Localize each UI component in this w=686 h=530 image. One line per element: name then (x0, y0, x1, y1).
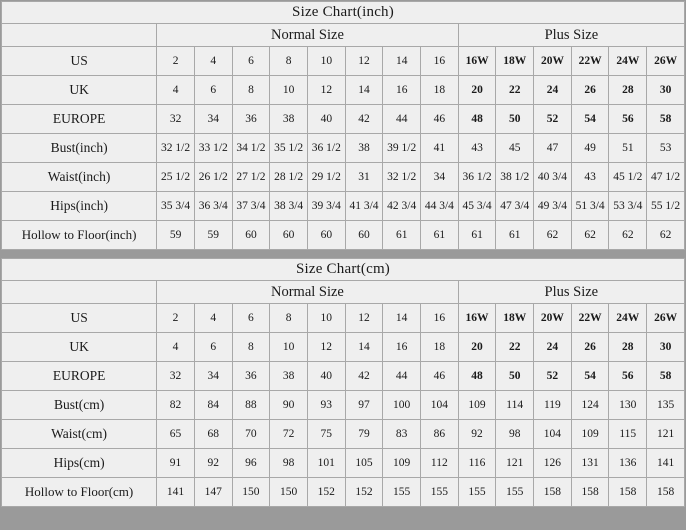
cell: 16W (458, 304, 496, 333)
row-label-waist: Waist(cm) (2, 420, 157, 449)
cell: 6 (232, 304, 270, 333)
group-plus-size: Plus Size (458, 24, 684, 47)
row-label-bust: Bust(inch) (2, 134, 157, 163)
cell: 98 (496, 420, 534, 449)
cell: 46 (421, 362, 459, 391)
cell: 152 (307, 478, 345, 507)
cell: 10 (270, 76, 308, 105)
row-label-hollow-to-floor: Hollow to Floor(inch) (2, 221, 157, 250)
cell: 51 3/4 (571, 192, 609, 221)
cell: 105 (345, 449, 383, 478)
cell: 36 1/2 (458, 163, 496, 192)
table-row (2, 47, 685, 76)
cell: 10 (270, 333, 308, 362)
cell: 4 (157, 76, 195, 105)
cell: 98 (270, 449, 308, 478)
cell: 100 (383, 391, 421, 420)
cell: 24W (609, 47, 647, 76)
cell: 24W (609, 304, 647, 333)
cell: 136 (609, 449, 647, 478)
group-normal-size: Normal Size (157, 281, 459, 304)
table-row (2, 420, 685, 449)
cell: 32 1/2 (383, 163, 421, 192)
cell: 4 (157, 333, 195, 362)
cell: 37 3/4 (232, 192, 270, 221)
table-row (2, 192, 685, 221)
cell: 55 1/2 (647, 192, 685, 221)
cell: 36 (232, 105, 270, 134)
cell: 2 (157, 304, 195, 333)
cell: 28 (609, 333, 647, 362)
cell: 29 1/2 (307, 163, 345, 192)
table-row (2, 391, 685, 420)
cell: 20 (458, 333, 496, 362)
cell: 101 (307, 449, 345, 478)
cell: 34 1/2 (232, 134, 270, 163)
cell: 6 (232, 47, 270, 76)
cell: 40 (307, 105, 345, 134)
cell: 34 (421, 163, 459, 192)
cell: 34 (194, 362, 232, 391)
cell: 35 3/4 (157, 192, 195, 221)
cell: 14 (383, 47, 421, 76)
cell: 54 (571, 105, 609, 134)
row-label-uk: UK (2, 76, 157, 105)
cell: 79 (345, 420, 383, 449)
cell: 26W (647, 304, 685, 333)
cell: 155 (383, 478, 421, 507)
size-chart-cm (0, 257, 686, 508)
cell: 48 (458, 105, 496, 134)
cell: 8 (270, 304, 308, 333)
cell: 30 (647, 333, 685, 362)
cell: 36 1/2 (307, 134, 345, 163)
cell: 91 (157, 449, 195, 478)
cell: 158 (534, 478, 572, 507)
cell: 75 (307, 420, 345, 449)
table-row (2, 221, 685, 250)
row-label-europe: EUROPE (2, 362, 157, 391)
cell: 115 (609, 420, 647, 449)
cell: 42 (345, 362, 383, 391)
cell: 158 (647, 478, 685, 507)
cell: 141 (647, 449, 685, 478)
cell: 41 3/4 (345, 192, 383, 221)
cell: 90 (270, 391, 308, 420)
cell: 121 (496, 449, 534, 478)
cell: 26W (647, 47, 685, 76)
cell: 46 (421, 105, 459, 134)
cell: 61 (496, 221, 534, 250)
cell: 12 (345, 304, 383, 333)
cell: 22W (571, 47, 609, 76)
cell: 52 (534, 105, 572, 134)
cell: 27 1/2 (232, 163, 270, 192)
cell: 47 1/2 (647, 163, 685, 192)
cell: 4 (194, 47, 232, 76)
cell: 158 (609, 478, 647, 507)
cell: 45 3/4 (458, 192, 496, 221)
cell: 97 (345, 391, 383, 420)
cell: 114 (496, 391, 534, 420)
cell: 152 (345, 478, 383, 507)
cell: 22 (496, 76, 534, 105)
table-row (2, 76, 685, 105)
table-title-row (2, 2, 685, 24)
cell: 61 (458, 221, 496, 250)
cell: 45 (496, 134, 534, 163)
cell: 61 (383, 221, 421, 250)
cell: 34 (194, 105, 232, 134)
cell: 14 (383, 304, 421, 333)
cell: 104 (421, 391, 459, 420)
cell: 40 (307, 362, 345, 391)
cell: 6 (194, 333, 232, 362)
cell: 58 (647, 362, 685, 391)
table-row (2, 478, 685, 507)
cell: 38 1/2 (496, 163, 534, 192)
group-row-corner (2, 281, 157, 304)
cell: 12 (307, 76, 345, 105)
cell: 42 3/4 (383, 192, 421, 221)
row-label-hips: Hips(cm) (2, 449, 157, 478)
cell: 62 (571, 221, 609, 250)
cell: 38 (345, 134, 383, 163)
cell: 124 (571, 391, 609, 420)
cell: 8 (232, 76, 270, 105)
row-label-europe: EUROPE (2, 105, 157, 134)
cell: 93 (307, 391, 345, 420)
cell: 6 (194, 76, 232, 105)
table-row (2, 449, 685, 478)
cell: 54 (571, 362, 609, 391)
cell: 155 (458, 478, 496, 507)
cell: 32 (157, 362, 195, 391)
cell: 18W (496, 304, 534, 333)
cell: 72 (270, 420, 308, 449)
group-plus-size: Plus Size (458, 281, 684, 304)
cell: 36 (232, 362, 270, 391)
cell: 92 (458, 420, 496, 449)
group-row-corner (2, 24, 157, 47)
cell: 38 (270, 105, 308, 134)
cell: 53 (647, 134, 685, 163)
cell: 109 (383, 449, 421, 478)
cell: 58 (647, 105, 685, 134)
cell: 130 (609, 391, 647, 420)
row-label-us: US (2, 304, 157, 333)
cell: 47 3/4 (496, 192, 534, 221)
cell: 12 (345, 47, 383, 76)
table-title-row (2, 259, 685, 281)
cell: 147 (194, 478, 232, 507)
cell: 70 (232, 420, 270, 449)
cell: 38 (270, 362, 308, 391)
table-row (2, 362, 685, 391)
table-row (2, 163, 685, 192)
cell: 109 (458, 391, 496, 420)
cell: 68 (194, 420, 232, 449)
cell: 82 (157, 391, 195, 420)
cell: 135 (647, 391, 685, 420)
cell: 38 3/4 (270, 192, 308, 221)
cell: 14 (345, 76, 383, 105)
cell: 24 (534, 333, 572, 362)
cell: 16 (421, 304, 459, 333)
cell: 24 (534, 76, 572, 105)
row-label-us: US (2, 47, 157, 76)
row-label-uk: UK (2, 333, 157, 362)
cell: 112 (421, 449, 459, 478)
size-chart-cm-table (1, 258, 685, 507)
cell: 20 (458, 76, 496, 105)
cell: 44 (383, 105, 421, 134)
chart-title: Size Chart(inch) (2, 2, 685, 24)
cell: 119 (534, 391, 572, 420)
row-label-hips: Hips(inch) (2, 192, 157, 221)
cell: 51 (609, 134, 647, 163)
cell: 62 (647, 221, 685, 250)
cell: 20W (534, 304, 572, 333)
cell: 86 (421, 420, 459, 449)
cell: 36 3/4 (194, 192, 232, 221)
cell: 18W (496, 47, 534, 76)
table-row (2, 304, 685, 333)
cell: 10 (307, 304, 345, 333)
table-group-row (2, 24, 685, 47)
cell: 45 1/2 (609, 163, 647, 192)
cell: 26 1/2 (194, 163, 232, 192)
cell: 62 (609, 221, 647, 250)
row-label-hollow-to-floor: Hollow to Floor(cm) (2, 478, 157, 507)
cell: 60 (232, 221, 270, 250)
cell: 18 (421, 333, 459, 362)
cell: 65 (157, 420, 195, 449)
cell: 2 (157, 47, 195, 76)
cell: 126 (534, 449, 572, 478)
cell: 39 3/4 (307, 192, 345, 221)
cell: 44 3/4 (421, 192, 459, 221)
cell: 131 (571, 449, 609, 478)
cell: 26 (571, 76, 609, 105)
table-group-row (2, 281, 685, 304)
row-label-waist: Waist(inch) (2, 163, 157, 192)
cell: 56 (609, 105, 647, 134)
cell: 141 (157, 478, 195, 507)
table-row (2, 333, 685, 362)
cell: 150 (270, 478, 308, 507)
cell: 14 (345, 333, 383, 362)
cell: 16 (383, 333, 421, 362)
group-normal-size: Normal Size (157, 24, 459, 47)
cell: 59 (194, 221, 232, 250)
cell: 158 (571, 478, 609, 507)
chart-title: Size Chart(cm) (2, 259, 685, 281)
cell: 25 1/2 (157, 163, 195, 192)
cell: 42 (345, 105, 383, 134)
cell: 50 (496, 105, 534, 134)
cell: 16W (458, 47, 496, 76)
cell: 44 (383, 362, 421, 391)
cell: 22 (496, 333, 534, 362)
cell: 48 (458, 362, 496, 391)
cell: 40 3/4 (534, 163, 572, 192)
cell: 60 (345, 221, 383, 250)
cell: 47 (534, 134, 572, 163)
cell: 53 3/4 (609, 192, 647, 221)
cell: 41 (421, 134, 459, 163)
cell: 18 (421, 76, 459, 105)
cell: 49 3/4 (534, 192, 572, 221)
cell: 33 1/2 (194, 134, 232, 163)
cell: 96 (232, 449, 270, 478)
cell: 50 (496, 362, 534, 391)
cell: 28 (609, 76, 647, 105)
cell: 32 (157, 105, 195, 134)
size-chart-inch (0, 0, 686, 251)
cell: 35 1/2 (270, 134, 308, 163)
cell: 155 (421, 478, 459, 507)
cell: 83 (383, 420, 421, 449)
cell: 16 (383, 76, 421, 105)
cell: 61 (421, 221, 459, 250)
cell: 26 (571, 333, 609, 362)
cell: 32 1/2 (157, 134, 195, 163)
cell: 155 (496, 478, 534, 507)
cell: 10 (307, 47, 345, 76)
cell: 62 (534, 221, 572, 250)
cell: 43 (458, 134, 496, 163)
cell: 84 (194, 391, 232, 420)
cell: 88 (232, 391, 270, 420)
cell: 121 (647, 420, 685, 449)
cell: 22W (571, 304, 609, 333)
cell: 43 (571, 163, 609, 192)
cell: 12 (307, 333, 345, 362)
cell: 116 (458, 449, 496, 478)
cell: 92 (194, 449, 232, 478)
row-label-bust: Bust(cm) (2, 391, 157, 420)
table-row (2, 105, 685, 134)
cell: 59 (157, 221, 195, 250)
cell: 4 (194, 304, 232, 333)
cell: 60 (270, 221, 308, 250)
cell: 56 (609, 362, 647, 391)
cell: 104 (534, 420, 572, 449)
cell: 150 (232, 478, 270, 507)
cell: 8 (232, 333, 270, 362)
cell: 20W (534, 47, 572, 76)
cell: 60 (307, 221, 345, 250)
cell: 28 1/2 (270, 163, 308, 192)
size-chart-inch-table (1, 1, 685, 250)
table-row (2, 134, 685, 163)
cell: 16 (421, 47, 459, 76)
cell: 49 (571, 134, 609, 163)
cell: 8 (270, 47, 308, 76)
cell: 39 1/2 (383, 134, 421, 163)
cell: 109 (571, 420, 609, 449)
cell: 30 (647, 76, 685, 105)
cell: 31 (345, 163, 383, 192)
cell: 52 (534, 362, 572, 391)
